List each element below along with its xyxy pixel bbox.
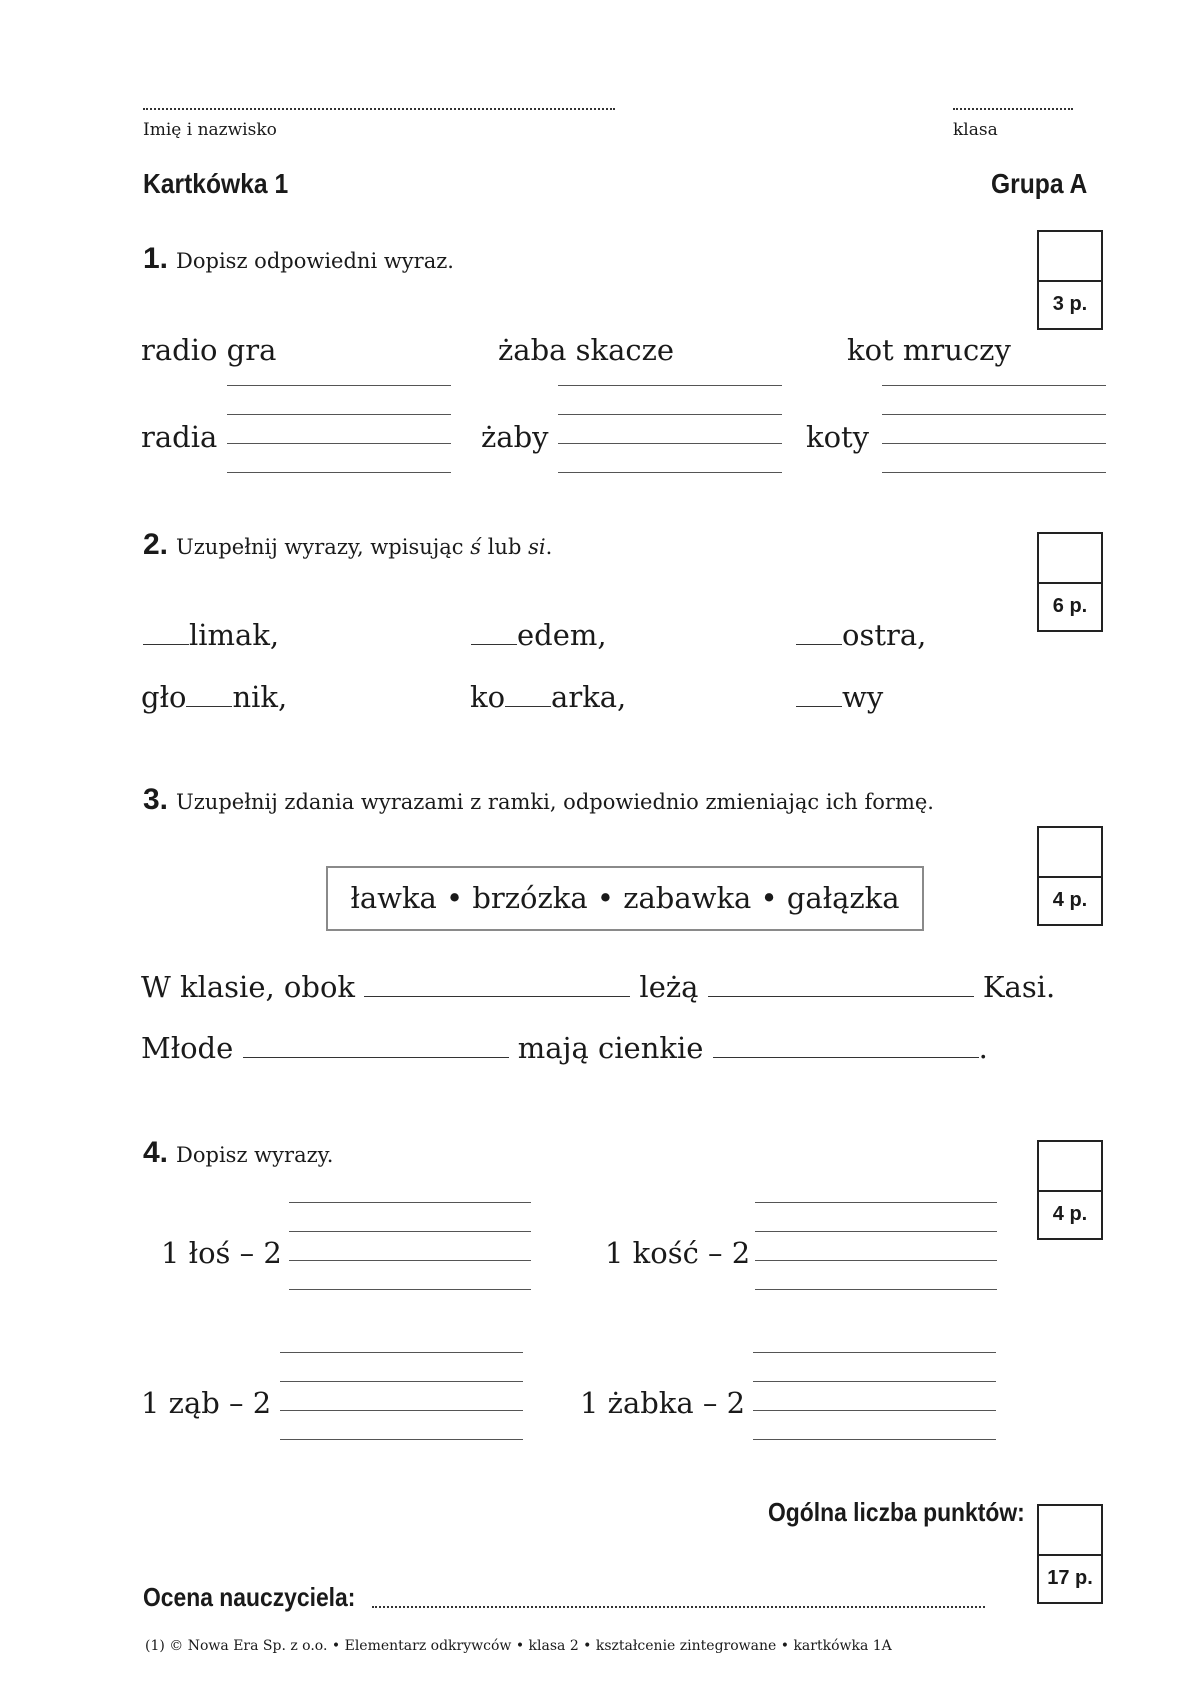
grade-label: Ocena nauczyciela: [143,1582,356,1612]
score-field[interactable] [1039,828,1101,878]
writing-line[interactable] [558,472,782,473]
task4-item-3: 1 ząb – 2 [141,1386,272,1420]
score-field[interactable] [1039,1142,1101,1192]
task3-points: 4 p. [1052,889,1088,911]
task1-singular-2: żaba skacze [498,333,675,367]
blank[interactable] [708,996,974,997]
writing-line[interactable] [289,1289,531,1290]
task1-plural-1: radia [141,420,218,454]
task4-item-1: 1 łoś – 2 [161,1236,282,1270]
task1-plural-3: koty [806,420,870,454]
score-field[interactable] [1039,534,1101,584]
task1-instruction: Dopisz odpowiedni wyraz. [176,249,454,273]
writing-line[interactable] [280,1410,523,1411]
task3-score-box[interactable] [1037,826,1103,926]
task3-sentence-2: Młode mają cienkie . [141,1031,988,1065]
name-label: Imię i nazwisko [143,120,277,140]
writing-line[interactable] [753,1439,996,1440]
task2-instruction-end: . [545,535,553,559]
task2-word-5: ko arka, [470,680,627,714]
writing-line[interactable] [280,1381,523,1382]
task2-heading [143,528,552,562]
page-title: Kartkówka 1 [143,168,289,199]
blank[interactable] [713,1057,979,1058]
writing-line[interactable] [227,472,451,473]
writing-line[interactable] [882,472,1106,473]
task2-points: 6 p. [1052,595,1088,617]
task2-word-4: gło nik, [141,680,288,714]
writing-line[interactable] [882,414,1106,415]
task4-item-4: 1 żabka – 2 [580,1386,746,1420]
blank[interactable] [796,644,842,645]
task4-number: 4. [143,1136,169,1169]
blank[interactable] [796,706,842,707]
score-field[interactable] [1039,1506,1101,1556]
writing-line[interactable] [227,385,451,386]
total-points-label: Ogólna liczba punktów: [768,1497,1025,1527]
writing-line[interactable] [753,1381,996,1382]
task2-letter-a: ś [470,535,482,559]
task4-points: 4 p. [1052,1203,1088,1225]
task1-score-box[interactable] [1037,230,1103,330]
task3-heading [143,783,934,817]
copyright-footer: (1) © Nowa Era Sp. z o.o. • Elementarz odkrywców • klasa 2 • kształcenie zintegrowane • kartkówka 1A [145,1638,892,1654]
class-line[interactable] [953,108,1073,110]
task2-number: 2. [143,528,169,561]
score-field[interactable] [1039,232,1101,282]
blank[interactable] [186,706,232,707]
task1-plural-2: żaby [481,420,549,454]
grade-line[interactable] [372,1606,985,1608]
blank[interactable] [143,644,189,645]
task2-instruction-or: lub [487,535,522,559]
blank[interactable] [364,996,630,997]
writing-line[interactable] [755,1289,997,1290]
task4-score-box[interactable] [1037,1140,1103,1240]
task2-word-2: edem, [471,618,607,652]
writing-line[interactable] [755,1231,997,1232]
writing-line[interactable] [753,1410,996,1411]
writing-line[interactable] [558,443,782,444]
task1-singular-1: radio gra [141,333,277,367]
task2-instruction-text: Uzupełnij wyrazy, wpisując [176,535,464,559]
task1-number: 1. [143,242,169,275]
task4-item-2: 1 kość – 2 [605,1236,751,1270]
task1-heading [143,242,454,276]
task2-word-1: limak, [143,618,279,652]
writing-line[interactable] [289,1231,531,1232]
writing-line[interactable] [289,1260,531,1261]
task2-word-3: ostra, [796,618,926,652]
name-line[interactable] [143,108,615,110]
task3-number: 3. [143,783,169,816]
word-box-text: ławka • brzózka • zabawka • gałązka [350,881,900,915]
word-box [326,866,924,931]
writing-line[interactable] [280,1352,523,1353]
writing-line[interactable] [227,443,451,444]
total-score-box[interactable] [1037,1504,1103,1604]
task2-score-box[interactable] [1037,532,1103,632]
writing-line[interactable] [289,1202,531,1203]
writing-line[interactable] [280,1439,523,1440]
task4-instruction: Dopisz wyrazy. [176,1143,334,1167]
task1-points: 3 p. [1052,293,1088,315]
blank[interactable] [505,706,551,707]
writing-line[interactable] [882,385,1106,386]
writing-line[interactable] [558,414,782,415]
writing-line[interactable] [755,1202,997,1203]
writing-line[interactable] [755,1260,997,1261]
task4-heading [143,1136,333,1170]
task2-word-6: wy [796,680,883,714]
writing-line[interactable] [753,1352,996,1353]
task1-singular-3: kot mruczy [847,333,1011,367]
task3-instruction: Uzupełnij zdania wyrazami z ramki, odpowiednio zmieniając ich formę. [176,790,934,814]
class-label: klasa [953,120,998,140]
task2-letter-b: si [528,535,546,559]
blank[interactable] [471,644,517,645]
writing-line[interactable] [558,385,782,386]
writing-line[interactable] [227,414,451,415]
writing-line[interactable] [882,443,1106,444]
group-label: Grupa A [991,168,1088,199]
task2-instruction [176,535,552,559]
total-points: 17 p. [1047,1567,1093,1589]
task3-sentence-1: W klasie, obok leżą Kasi. [141,970,1056,1004]
blank[interactable] [243,1057,509,1058]
